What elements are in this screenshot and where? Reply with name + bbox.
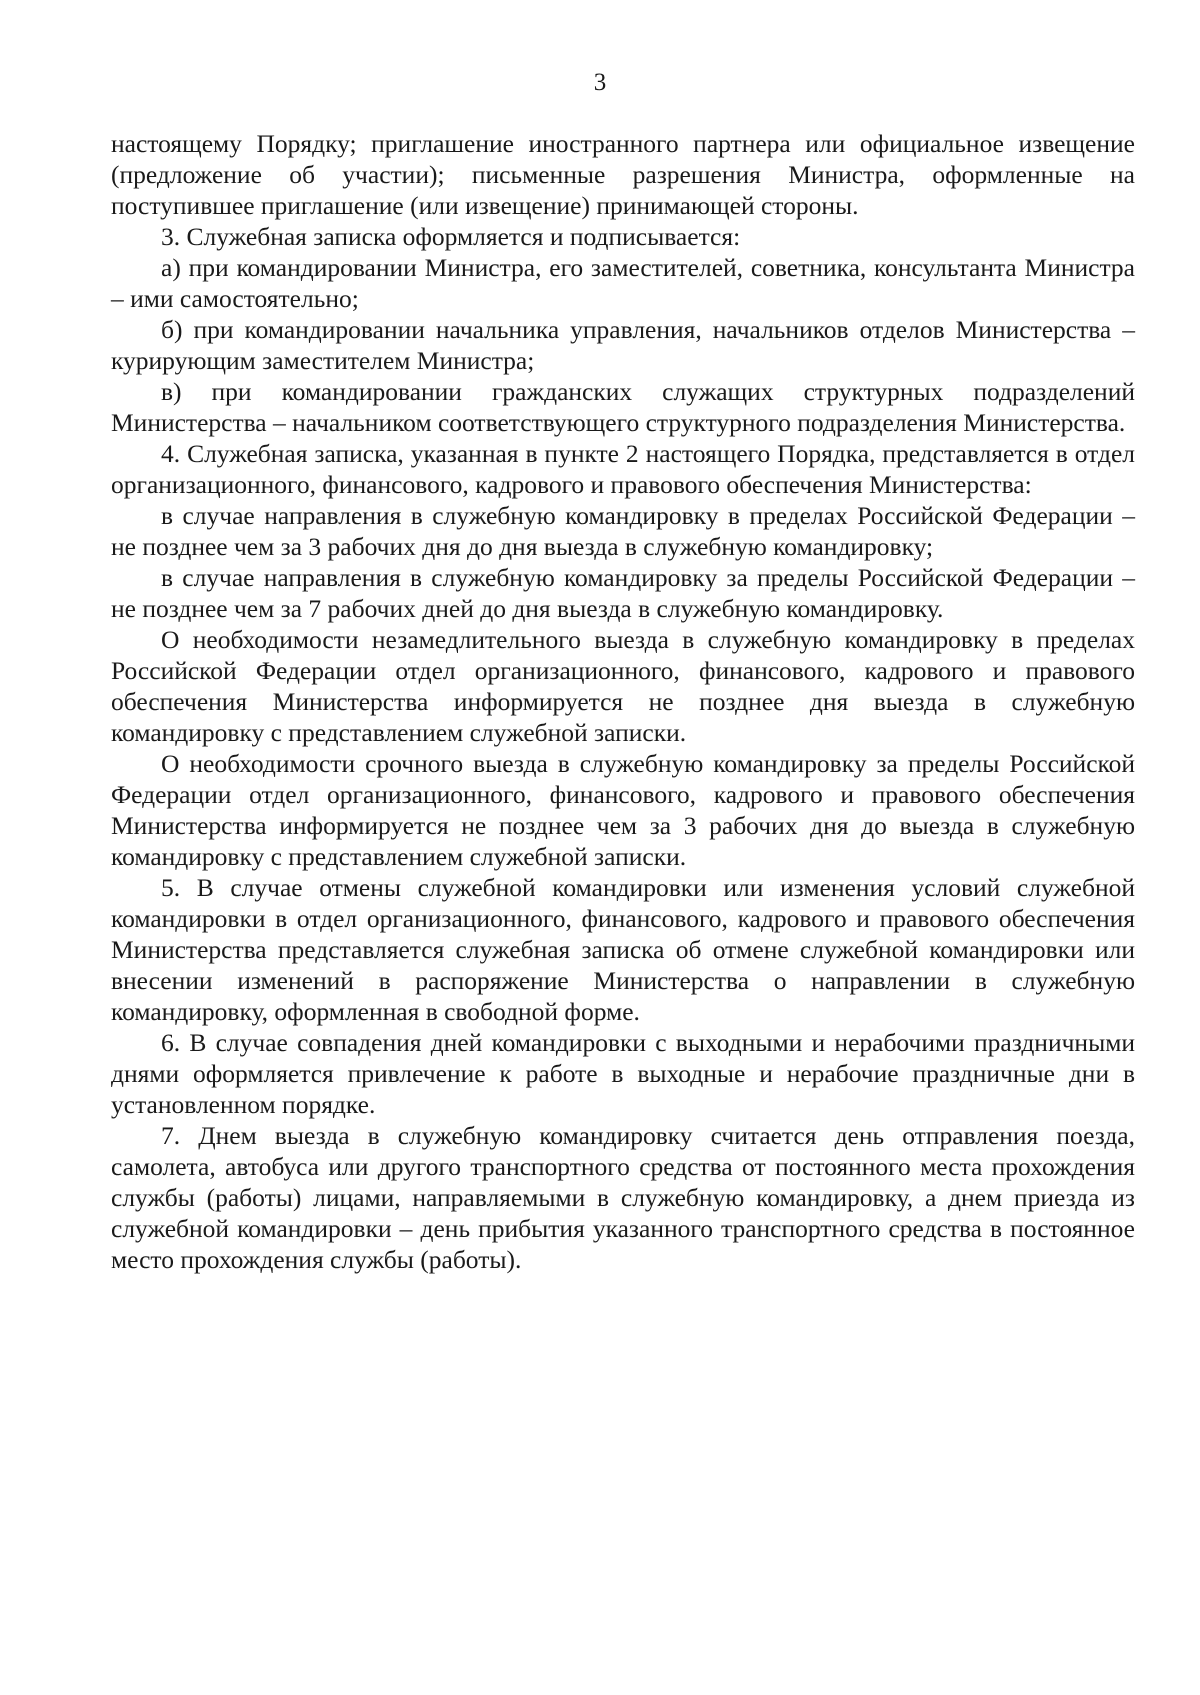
paragraph-item-7: 7. Днем выезда в служебную командировку считается день отправления поезда, самолета, автобуса или другого транспортного средства от постоянного места прохождения службы (работы) лицами, направляемыми в служебную командировку, а днем приезда из служебной командировки – день прибытия указанного транспортного средства в постоянное место прохождения службы (работы). (111, 1121, 1135, 1274)
paragraph-urgent-abroad: О необходимости срочного выезда в служебную командировку за пределы Российской Федерации отдел организационного, финансового, кадрового и правового обеспечения Министерства информируется не позднее чем за 3 рабочих дня до выезда в служебную командировку с представлением служебной записки. (111, 749, 1135, 871)
paragraph-item-4: 4. Служебная записка, указанная в пункте 2 настоящего Порядка, представляется в отдел организационного, финансового, кадрового и правового обеспечения Министерства: (111, 439, 1135, 499)
page-number: 3 (593, 69, 607, 96)
paragraph-item-4-abroad: в случае направления в служебную командировку за пределы Российской Федерации – не позднее чем за 7 рабочих дней до дня выезда в служебную командировку. (111, 563, 1135, 623)
paragraph-item-3: 3. Служебная записка оформляется и подписывается: (161, 222, 741, 251)
paragraph-item-6: 6. В случае совпадения дней командировки с выходными и нерабочими праздничными днями оформляется привлечение к работе в выходные и нерабочие праздничные дни в установленном порядке. (111, 1028, 1135, 1119)
document-body (111, 128, 1135, 1275)
paragraph-continuation: настоящему Порядку; приглашение иностранного партнера или официальное извещение (предложение об участии); письменные разрешения Министра, оформленные на поступившее приглашение (или извещение) принимающей стороны. (111, 129, 1135, 220)
paragraph-item-4-domestic: в случае направления в служебную командировку в пределах Российской Федерации – не позднее чем за 3 рабочих дня до дня выезда в служебную командировку; (111, 501, 1135, 561)
paragraph-item-3b: б) при командировании начальника управления, начальников отделов Министерства – курирующим заместителем Министра; (111, 315, 1135, 375)
paragraph-urgent-domestic: О необходимости незамедлительного выезда в служебную командировку в пределах Российской Федерации отдел организационного, финансового, кадрового и правового обеспечения Министерства информируется не позднее дня выезда в служебную командировку с представлением служебной записки. (111, 625, 1135, 747)
paragraph-item-3c: в) при командировании гражданских служащих структурных подразделений Министерства – начальником соответствующего структурного подразделения Министерства. (111, 377, 1135, 437)
paragraph-item-5: 5. В случае отмены служебной командировки или изменения условий служебной командировки в отдел организационного, финансового, кадрового и правового обеспечения Министерства представляется служебная записка об отмене служебной командировки или внесении изменений в распоряжение Министерства о направлении в служебную командировку, оформленная в свободной форме. (111, 873, 1135, 1026)
paragraph-item-3a: а) при командировании Министра, его заместителей, советника, консультанта Министра – ими самостоятельно; (111, 253, 1135, 313)
